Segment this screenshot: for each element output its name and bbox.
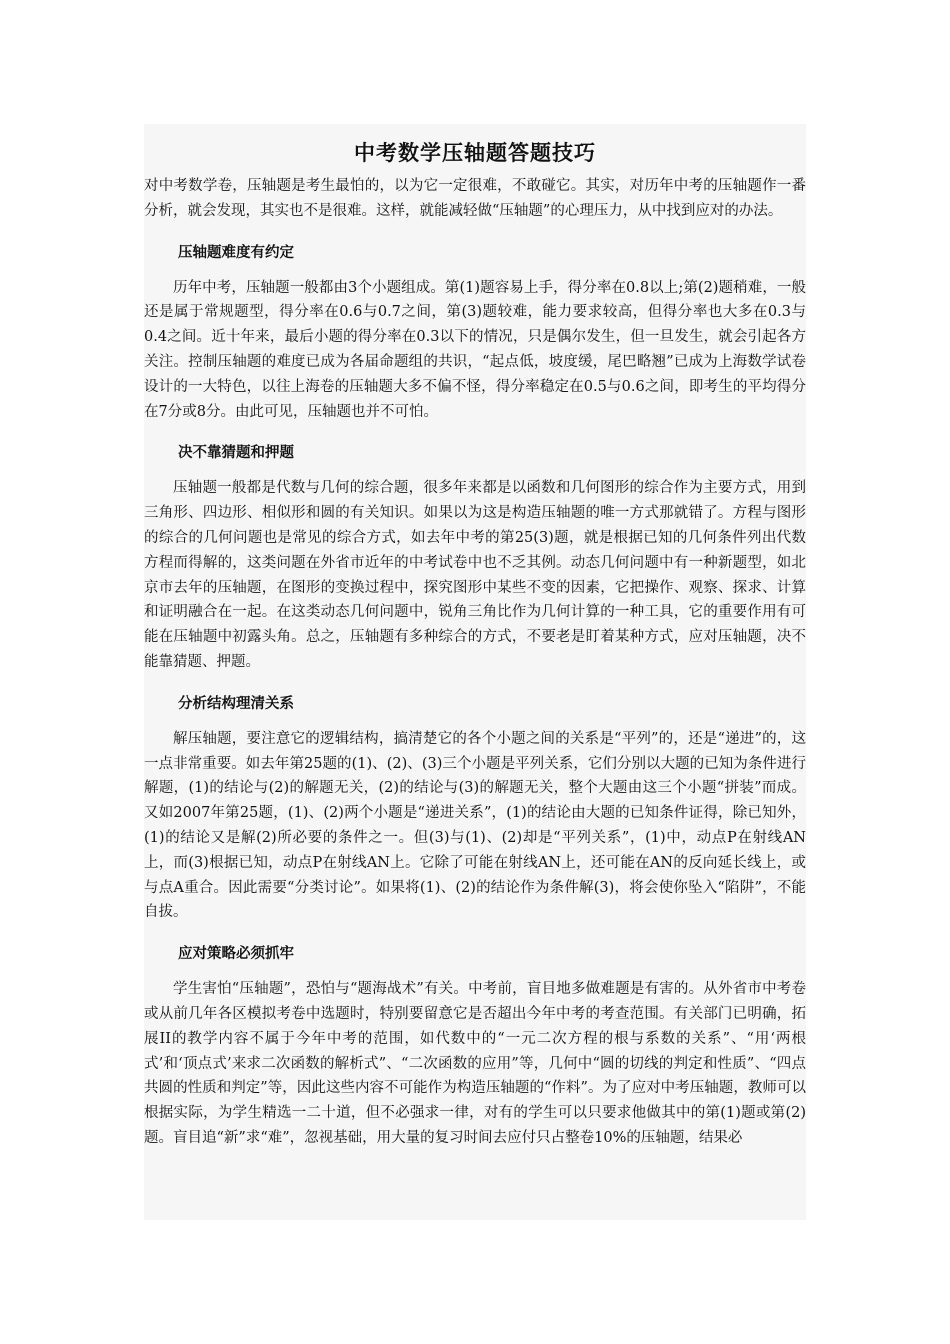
section-body-structure: 解压轴题，要注意它的逻辑结构，搞清楚它的各个小题之间的关系是“平列”的，还是“递进”的，这一点非常重要。如去年第25题的(1)、(2)、(3)三个小题是平列关系，它们分别以大题的已知为条件进行解题，(1)的结论与(2)的解题无关，(2)的结论与(3)的解题无关，整个大题由这三个小题“拼装”而成。又如2007年第25题，(1)、(2)两个小题是“递进关系”，(1)的结论由大题的已知条件证得，除已知外，(1)的结论又是解(2)所必要的条件之一。但(3)与(1)、(2)却是“平列关系”，(1)中，动点P在射线AN上，而(3)根据已知，动点P在射线AN上。它除了可能在射线AN上，还可能在AN的反向延长线上，或与点A重合。因此需要“分类讨论”。如果将(1)、(2)的结论作为条件解(3)，将会使你坠入“陷阱”，不能自拔。 bbox=[144, 730, 806, 921]
section-body-no-guessing: 压轴题一般都是代数与几何的综合题，很多年来都是以函数和几何图形的综合作为主要方式，用到三角形、四边形、相似形和圆的有关知识。如果以为这是构造压轴题的唯一方式那就错了。方程与图形的综合的几何问题也是常见的综合方式，如去年中考的第25(3)题，就是根据已知的几何条件列出代数方程而得解的，这类问题在外省市近年的中考试卷中也不乏其例。动态几何问题中有一种新题型，如北京市去年的压轴题，在图形的变换过程中，探究图形中某些不变的因素，它把操作、观察、探求、计算和证明融合在一起。在这类动态几何问题中，锐角三角比作为几何计算的一种工具，它的重要作用有可能在压轴题中初露头角。总之，压轴题有多种综合的方式，不要老是盯着某种方式，应对压轴题，决不能靠猜题、押题。 bbox=[144, 480, 806, 670]
document-title: 中考数学压轴题答题技巧 bbox=[354, 141, 596, 165]
section-body-difficulty: 历年中考，压轴题一般都由3个小题组成。第(1)题容易上手，得分率在0.8以上;第(2)题稍难，一般还是属于常规题型，得分率在0.6与0.7之间，第(3)题较难，能力要求较高，但得分率也大多在0.3与0.4之间。近十年来，最后小题的得分率在0.3以下的情况，只是偶尔发生，但一旦发生，就会引起各方关注。控制压轴题的难度已成为各届命题组的共识，“起点低，坡度缓，尾巴略翘”已成为上海数学试卷设计的一大特色，以往上海卷的压轴题大多不偏不怪，得分率稳定在0.5与0.6之间，即考生的平均得分在7分或8分。由此可见，压轴题也并不可怕。 bbox=[144, 279, 806, 420]
section-heading-strategy: 应对策略必须抓牢 bbox=[178, 946, 294, 963]
document-page bbox=[144, 124, 806, 1220]
section-heading-no-guessing: 决不靠猜题和押题 bbox=[178, 445, 294, 462]
section-body-strategy: 学生害怕“压轴题”，恐怕与“题海战术”有关。中考前，盲目地多做难题是有害的。从外省市中考卷或从前几年各区模拟考卷中选题时，特别要留意它是否超出今年中考的考查范围。有关部门已明确，拓展II的教学内容不属于今年中考的范围，如代数中的“一元二次方程的根与系数的关系”、“用‘两根式’和‘顶点式’来求二次函数的解析式”、“二次函数的应用”等，几何中“圆的切线的判定和性质”、“四点共圆的性质和判定”等，因此这些内容不可能作为构造压轴题的“作料”。为了应对中考压轴题，教师可以根据实际，为学生精选一二十道，但不必强求一律，对有的学生可以只要求他做其中的第(1)题或第(2)题。盲目追“新”求“难”，忽视基础，用大量的复习时间去应付只占整卷10%的压轴题，结果必 bbox=[144, 981, 806, 1146]
section-heading-structure: 分析结构理清关系 bbox=[178, 695, 294, 712]
intro-paragraph: 对中考数学卷，压轴题是考生最怕的，以为它一定很难，不敢碰它。其实，对历年中考的压轴题作一番分析，就会发现，其实也不是很难。这样，就能减轻做“压轴题”的心理压力，从中找到应对的办法。 bbox=[144, 178, 806, 219]
section-heading-difficulty: 压轴题难度有约定 bbox=[178, 244, 294, 261]
